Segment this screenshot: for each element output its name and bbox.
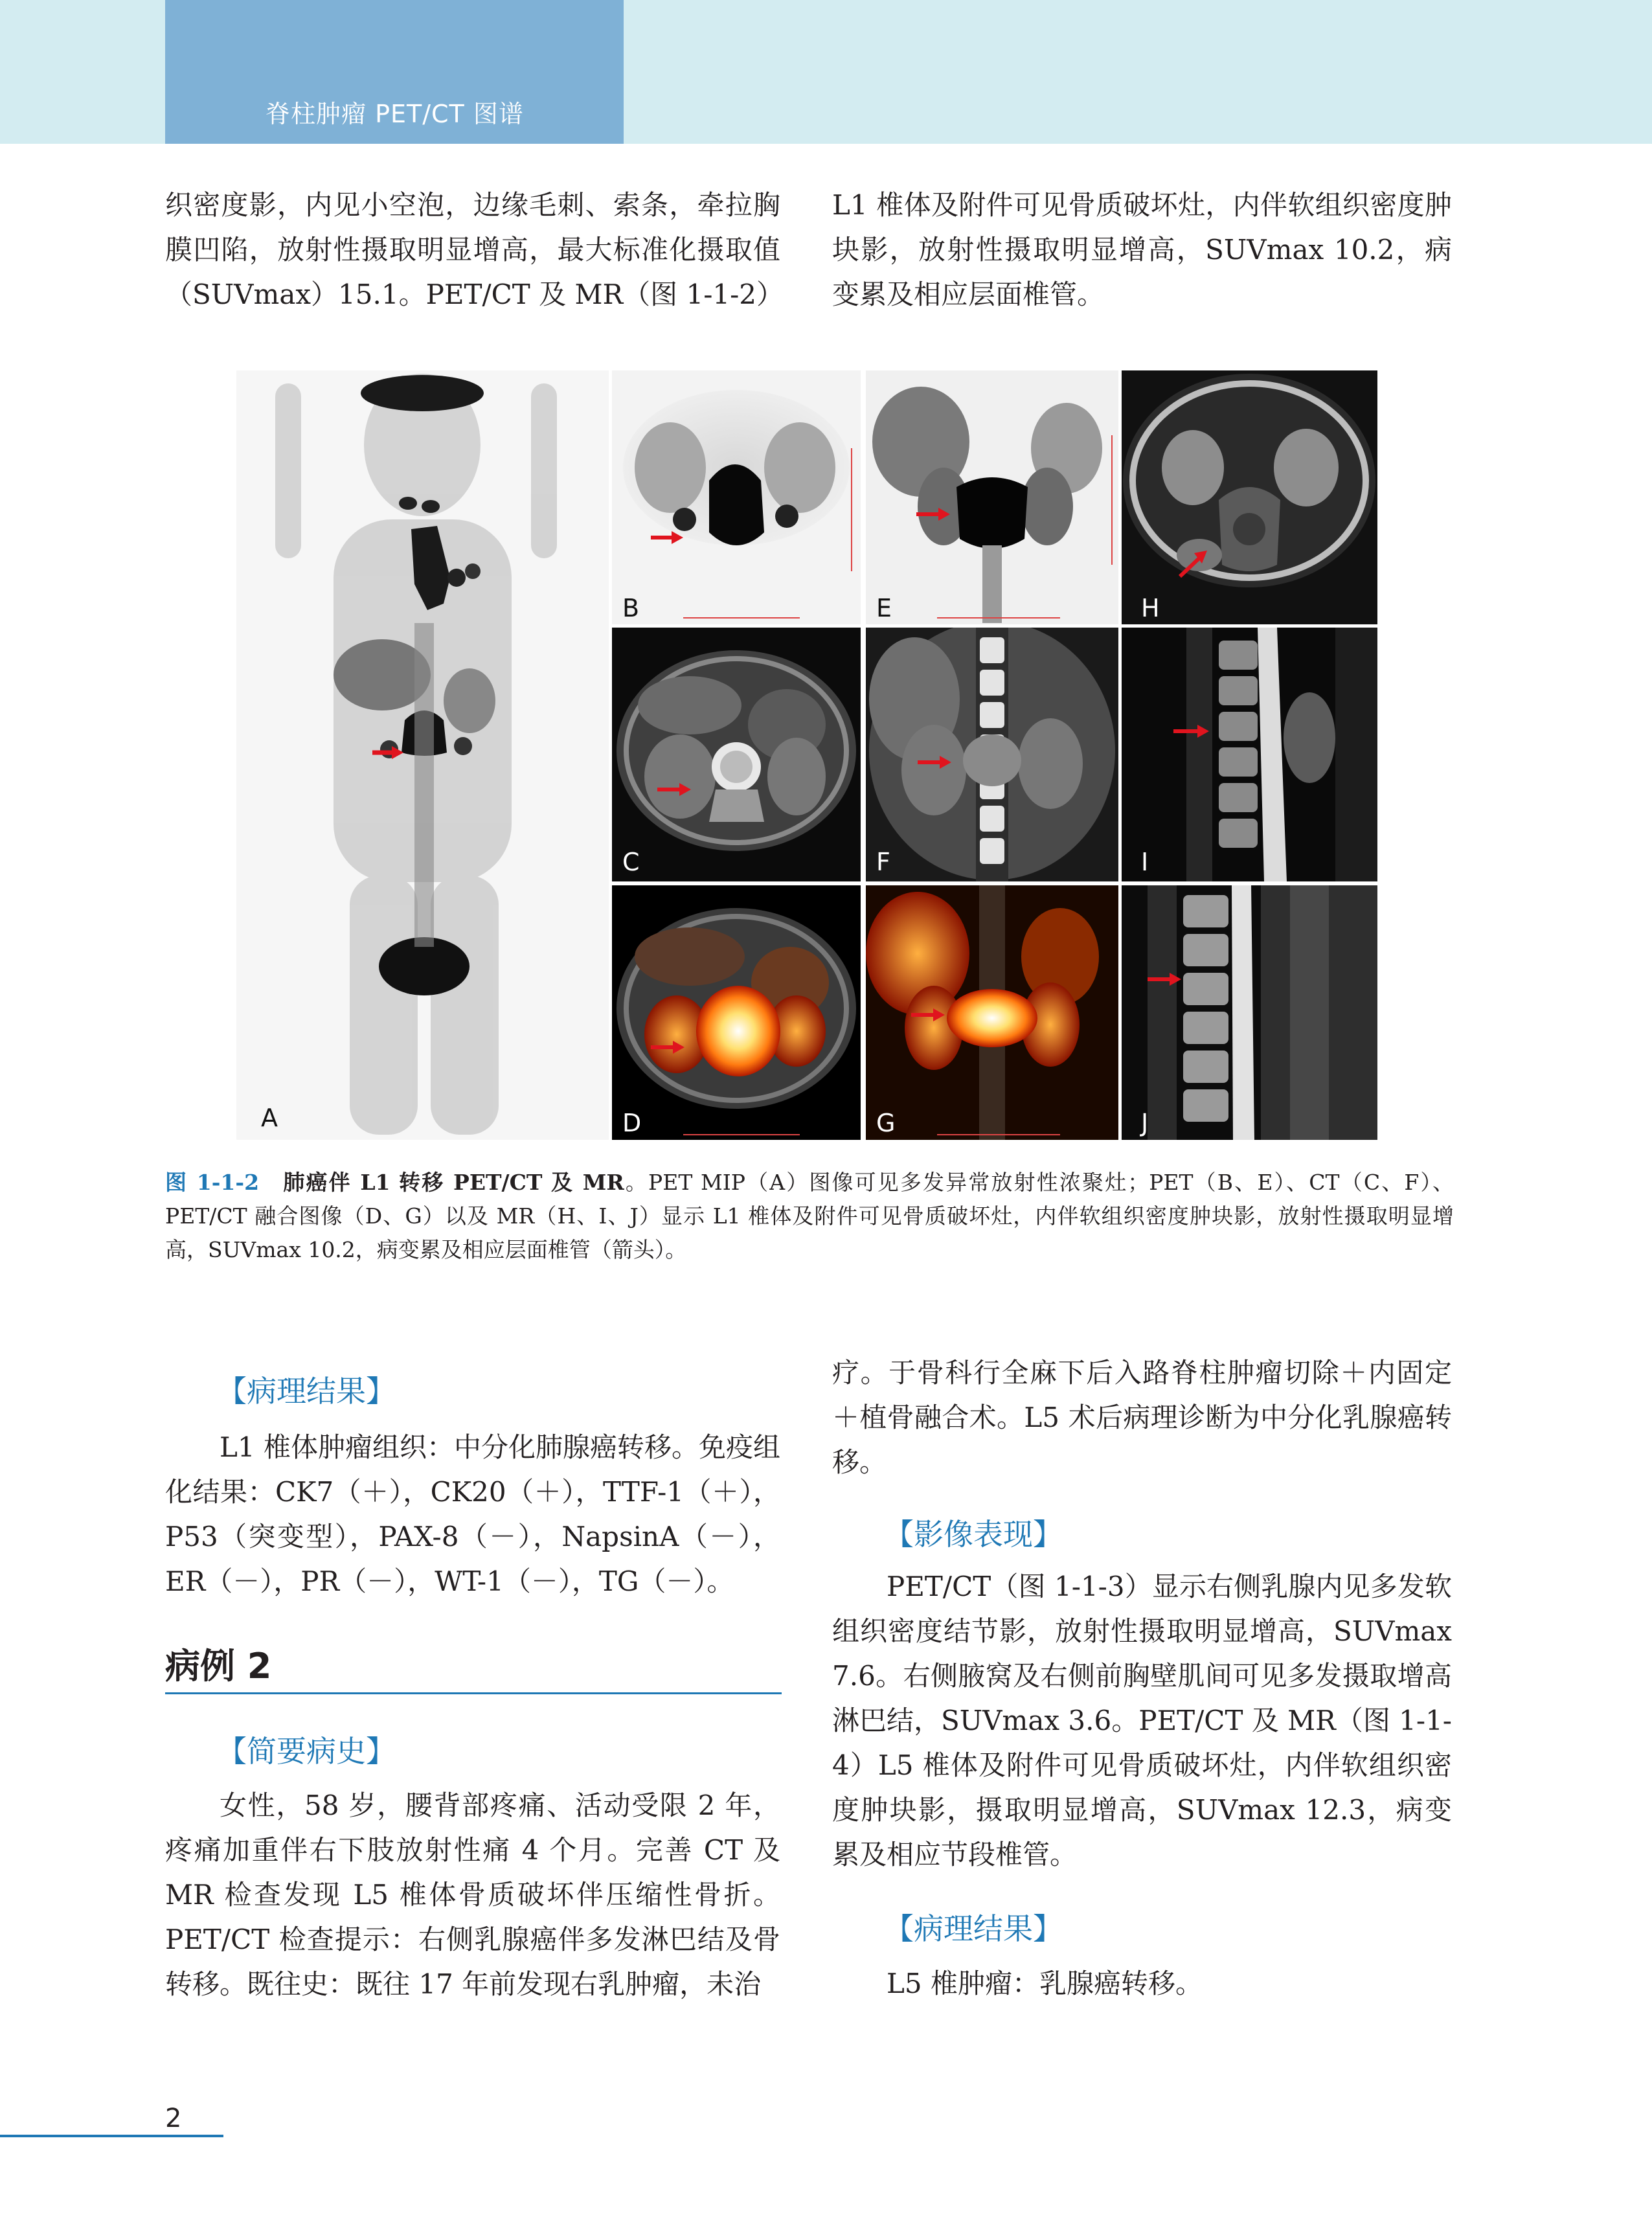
- panel-label-g: G: [876, 1109, 896, 1137]
- pathology-2-paragraph: L5 椎肿瘤：乳腺癌转移。: [887, 1968, 1203, 1999]
- case-2-rule: [165, 1692, 782, 1694]
- intro-left-paragraph: 织密度影，内见小空泡，边缘毛刺、索条，牵拉胸膜凹陷，放射性摄取明显增高，最大标准化摄取值（SUVmax）15.1。PET/CT 及 MR（图 1-1-2）: [165, 189, 784, 310]
- pathology-1-paragraph: L1 椎体肿瘤组织：中分化肺腺癌转移。免疫组化结果：CK7（＋），CK20（＋），TTF-1（＋），P53（突变型），PAX-8（－），NapsinA（－），ER（－），PR（－），WT-1（－），TG（－）。: [165, 1431, 780, 1597]
- section-head-pathology-2: 【病理结果】: [884, 1911, 1063, 1946]
- history-paragraph: 女性，58 岁，腰背部疼痛、活动受限 2 年，疼痛加重伴右下肢放射性痛 4 个月。完善 CT 及 MR 检查发现 L5 椎体骨质破坏伴压缩性骨折。PET/CT 检查提示：右侧乳腺癌伴多发淋巴结及骨转移。既往史：既往 17 年前发现右乳肿瘤，未治: [165, 1789, 780, 2000]
- panel-label-b: B: [622, 594, 640, 622]
- panel-label-c: C: [622, 848, 640, 876]
- running-header-title: 脊柱肿瘤 PET/CT 图谱: [266, 100, 524, 128]
- section-head-history: 【简要病史】: [217, 1734, 396, 1769]
- panel-j-mr-sagittal: [1122, 885, 1377, 1140]
- panel-h-mr-axial: [1122, 370, 1377, 624]
- panel-a-pet-mip: [236, 370, 609, 1140]
- panel-label-h: H: [1141, 594, 1160, 622]
- panel-f-ct-coronal: [866, 628, 1118, 881]
- caption-label: 图 1-1-2: [165, 1170, 260, 1195]
- panel-label-d: D: [622, 1109, 642, 1137]
- figure-caption: [165, 1166, 1454, 1267]
- panel-g-petct-coronal: [866, 885, 1118, 1140]
- panel-i-mr-sagittal: [1122, 628, 1377, 881]
- intro-right-paragraph: L1 椎体及附件可见骨质破坏灶，内伴软组织密度肿块影，放射性摄取明显增高，SUVmax 10.2，病变累及相应层面椎管。: [832, 189, 1452, 310]
- caption-title: 肺癌伴 L1 转移 PET/CT 及 MR: [283, 1170, 624, 1195]
- page-number: 2: [165, 2104, 182, 2133]
- panel-d-petct-axial: [612, 885, 861, 1140]
- panel-label-i: I: [1141, 848, 1149, 876]
- history-continued-paragraph: 疗。于骨科行全麻下后入路脊柱肿瘤切除＋内固定＋植骨融合术。L5 术后病理诊断为中分化乳腺癌转移。: [832, 1357, 1452, 1478]
- panel-label-f: F: [876, 848, 890, 876]
- section-head-imaging: 【影像表现】: [884, 1517, 1063, 1552]
- panel-label-j: J: [1141, 1109, 1149, 1137]
- panel-b-pet-axial: [612, 370, 861, 624]
- panel-c-ct-axial: [612, 628, 861, 881]
- case-2-title: 病例 2: [165, 1646, 272, 1687]
- panel-e-pet-coronal: [866, 370, 1118, 624]
- figure-1-1-2: [236, 370, 1377, 1140]
- panel-label-e: E: [876, 594, 892, 622]
- imaging-paragraph: PET/CT（图 1-1-3）显示右侧乳腺内见多发软组织密度结节影，放射性摄取明显增高，SUVmax 7.6。右侧腋窝及右侧前胸壁肌间可见多发摄取增高淋巴结，SUVmax 3.6。PET/CT 及 MR（图 1-1-4）L5 椎体及附件可见骨质破坏灶，内伴软组织密度肿块影，摄取明显增高，SUVmax 12.3，病变累及相应节段椎管。: [832, 1571, 1452, 1870]
- caption-text: 。PET MIP（A）图像可见多发异常放射性浓聚灶；PET（B、E）、CT（C、F）、PET/CT 融合图像（D、G）以及 MR（H、I、J）显示 L1 椎体及附件可见骨质破坏灶，内伴软组织密度肿块影，放射性摄取明显增高，SUVmax 10.2，病变累及相应层面椎管（箭头）。: [165, 1170, 1454, 1262]
- section-head-pathology-1: 【病理结果】: [217, 1374, 396, 1409]
- panel-label-a: A: [261, 1104, 278, 1132]
- footer-rule: [0, 2135, 223, 2137]
